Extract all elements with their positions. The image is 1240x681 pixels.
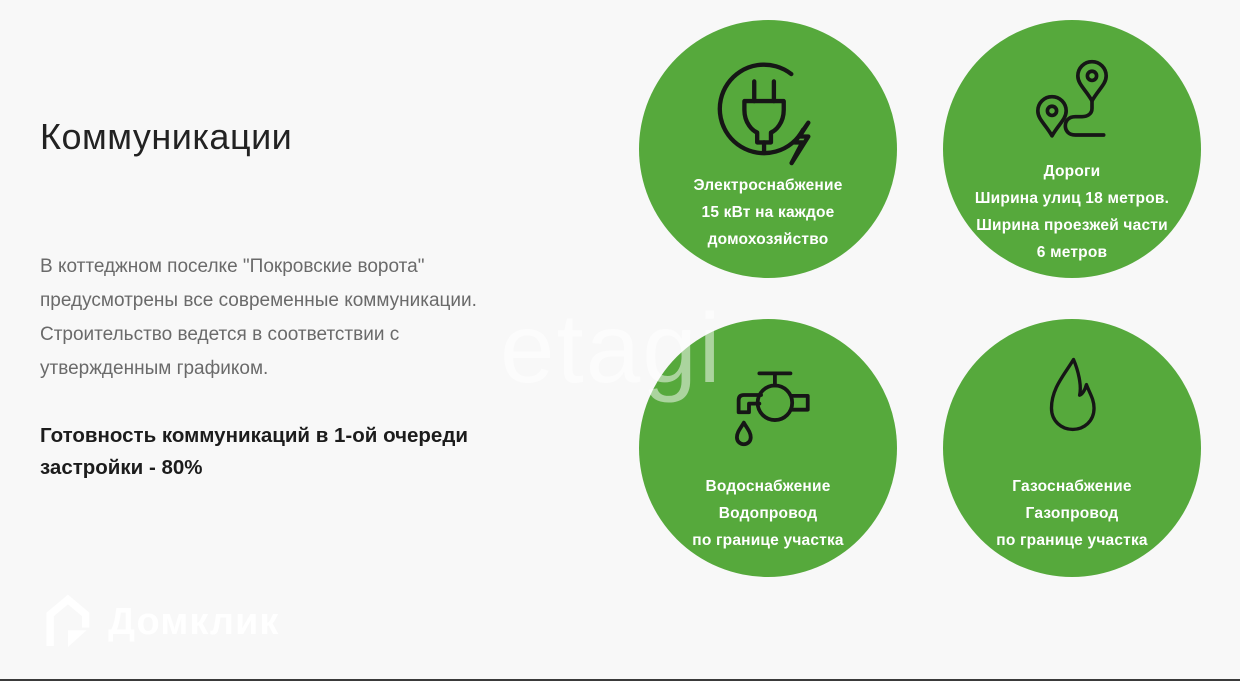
feature-text-water: [639, 473, 897, 554]
page-title: Коммуникации: [40, 116, 293, 157]
feature-card-gas: [943, 319, 1201, 577]
feature-line: Ширина улиц 18 метров.: [974, 190, 1170, 207]
readiness-statement: Готовность коммуникаций в 1-ой очереди застройки - 80%: [40, 424, 468, 479]
feature-line: Газопровод: [1025, 505, 1119, 522]
feature-line: Водоснабжение: [705, 478, 831, 495]
feature-card-water: [639, 319, 897, 577]
feature-line: Ширина проезжей части: [976, 217, 1168, 234]
route-icon: [943, 50, 1201, 150]
power-plug-icon: [639, 48, 897, 166]
feature-text-gas: [943, 473, 1201, 554]
feature-line: Дороги: [1043, 163, 1101, 180]
flame-icon: [943, 353, 1201, 445]
feature-line: по границе участка: [692, 532, 844, 549]
faucet-icon: [639, 357, 897, 452]
feature-line: Электроснабжение: [693, 177, 843, 194]
intro-paragraph: В коттеджном поселке "Покровские ворота" предусмотрены все современные коммуникации. Строительство ведется в соответствии с утвержденным графиком.: [40, 256, 477, 379]
domclick-watermark: [40, 592, 279, 653]
etagi-watermark: etagi: [500, 293, 723, 403]
feature-card-electricity: [639, 20, 897, 278]
feature-card-roads: [943, 20, 1201, 278]
feature-text-electricity: [639, 172, 897, 253]
feature-line: Газоснабжение: [1012, 478, 1132, 495]
feature-line: Водопровод: [718, 505, 818, 522]
domclick-house-icon: [40, 592, 94, 653]
feature-line: домохозяйство: [707, 231, 829, 248]
domclick-logo-text: Домклик: [108, 601, 280, 643]
feature-line: по границе участка: [996, 532, 1148, 549]
feature-text-roads: [943, 158, 1201, 266]
feature-line: 6 метров: [1036, 244, 1108, 261]
feature-line: 15 кВт на каждое: [701, 204, 835, 221]
